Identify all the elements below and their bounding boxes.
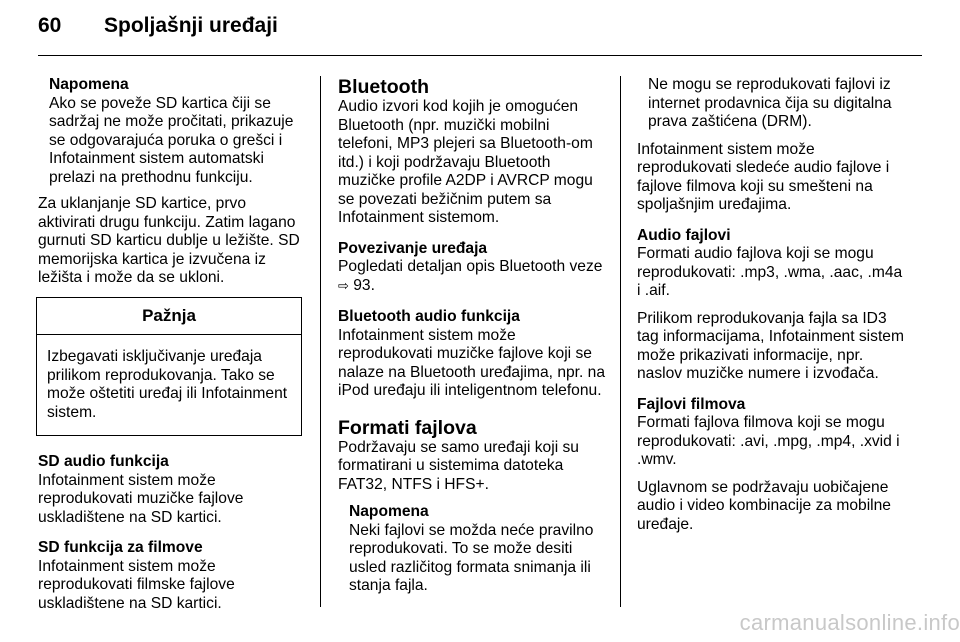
note-text: Neki fajlovi se možda neće pravilno reprodukovati. To se može desiti usled različitog formata snimanja ili stanja fajla. [349, 521, 594, 594]
subheading: Bluetooth audio funkcija [338, 308, 520, 325]
column-divider [620, 76, 621, 607]
column-3 [637, 76, 909, 543]
warning-text: Izbegavati isključivanje uređaja prilikom reprodukovanja. Tako se može oštetiti uređaj ili Infotainment sistem. [47, 348, 288, 421]
paragraph: Za uklanjanje SD kartice, prvo aktivirati drugu funkciju. Zatim lagano gurnuti SD karticu dublje u ležište. SD memorijska kartica je izvučena iz ležišta i može da se ukloni. [38, 195, 300, 286]
paragraph: Infotainment sistem može reprodukovati filmske fajlove uskladištene na SD kartici. [38, 557, 235, 612]
note-text: Ako se poveže SD kartica čiji se sadržaj ne može pročitati, prikazuje se odgovarajuća poruka o grešci i Infotainment sistem automatski prelazi na prethodnu funkciju. [49, 94, 294, 186]
paragraph: Audio izvori kod kojih je omogućen Bluetooth (npr. muzički mobilni telefoni, MP3 plejeri sa Bluetooth-om itd.) i koji podržavaju Bluetooth muzičke profile A2DP i AVRCP mogu se povezati bežičnim putem sa Infotainment sistemom. [338, 98, 593, 226]
column-1 [38, 76, 304, 622]
page-number: 60 [38, 14, 62, 37]
page-header [38, 14, 278, 38]
page-reference-link[interactable]: 93. [353, 276, 375, 294]
header-rule [38, 55, 922, 56]
note-title: Napomena [49, 76, 129, 93]
paragraph: Prilikom reprodukovanja fajla sa ID3 tag informacijama, Infotainment sistem može prikazivati informacije, npr. naslov muzičke numere i izvođača. [637, 309, 904, 382]
paragraph: Uglavnom se podržavaju uobičajene audio i video kombinacije za mobilne uređaje. [637, 478, 891, 533]
warning-box [36, 297, 302, 437]
arrow-ref-icon: ⇨ [338, 278, 349, 294]
page-title: Spoljašnji uređaji [104, 14, 278, 37]
section-heading: Bluetooth [338, 76, 429, 98]
warning-title: Pažnja [37, 298, 301, 336]
subheading: SD funkcija za filmove [38, 539, 203, 556]
paragraph: Podržavaju se samo uređaji koji su formatirani u sistemima datoteka FAT32, NTFS i HFS+. [338, 438, 579, 493]
paragraph: Ne mogu se reprodukovati fajlovi iz internet prodavnica čija su digitalna prava zaštićena (DRM). [648, 76, 892, 130]
subheading: Audio fajlovi [637, 226, 731, 244]
paragraph: Formati audio fajlova koji se mogu reprodukovati: .mp3, .wma, .aac, .m4a i .aif. [637, 245, 903, 299]
paragraph: Formati fajlova filmova koji se mogu reprodukovati: .avi, .mpg, .mp4, .xvid i .wmv. [637, 414, 900, 468]
paragraph: Infotainment sistem može reprodukovati sledeće audio fajlove i fajlove filmova koji su smešteni na spoljašnjim uređajima. [637, 140, 890, 213]
paragraph: Infotainment sistem može reprodukovati muzičke fajlove uskladištene na SD kartici. [38, 471, 244, 526]
subheading: Fajlovi filmova [637, 395, 746, 413]
paragraph: Infotainment sistem može reprodukovati muzičke fajlove koji se nalaze na Bluetooth uređajima, npr. na iPod uređaju ili inteligentnom telefonu. [338, 326, 606, 399]
subheading: SD audio funkcija [38, 453, 169, 470]
column-2 [338, 76, 606, 604]
subheading: Povezivanje uređaja [338, 239, 488, 257]
connect-text: Pogledati detaljan opis Bluetooth veze [338, 258, 603, 275]
watermark: carmanualsonline.info [739, 610, 960, 635]
column-divider [320, 76, 321, 607]
note-box [38, 76, 304, 187]
note-title: Napomena [349, 503, 429, 520]
section-heading: Formati fajlova [338, 416, 477, 439]
paragraph [338, 258, 606, 296]
note-box [338, 503, 606, 596]
